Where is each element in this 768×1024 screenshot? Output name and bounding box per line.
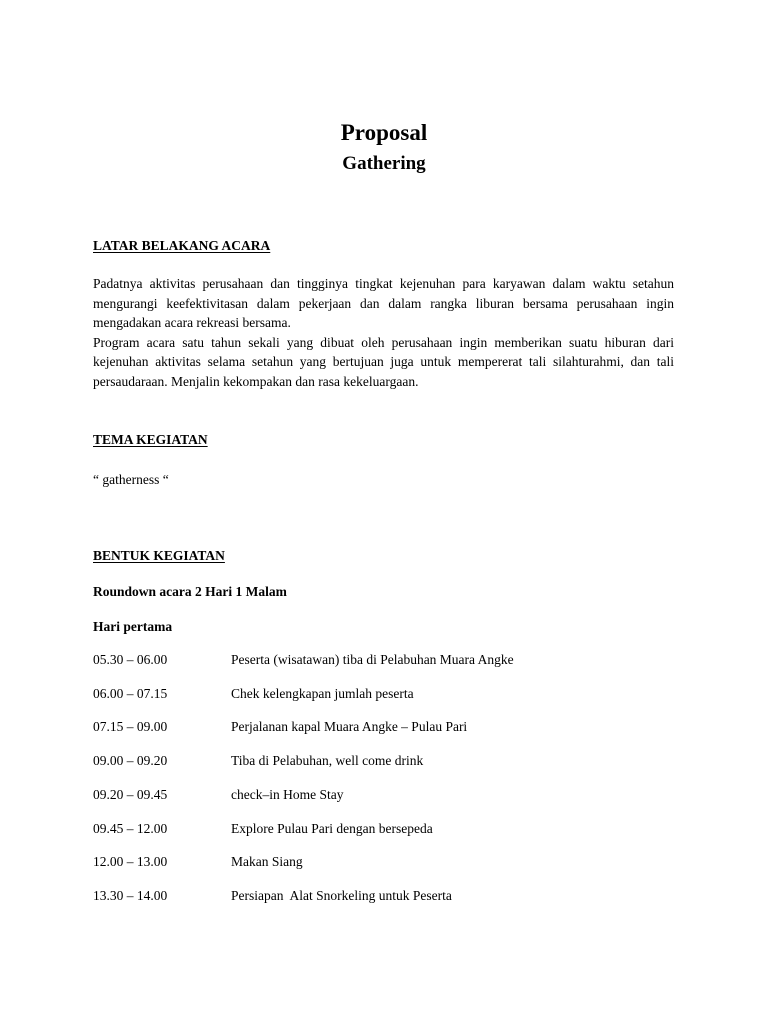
- rundown-title: Roundown acara 2 Hari 1 Malam: [93, 584, 287, 599]
- schedule-time: 13.30 – 14.00: [93, 888, 168, 903]
- day-label: Hari pertama: [93, 619, 173, 634]
- schedule-row: [93, 685, 693, 703]
- schedule-activity: Tiba di Pelabuhan, well come drink: [231, 753, 424, 768]
- background-paragraph-1: Padatnya aktivitas perusahaan dan tingginya tingkat kejenuhan para karyawan dalam waktu setahun mengurangi keefektivitasan dalam pekerjaan dan dalam rangka liburan bersama perusahaan ingin mengadakan acara rekreasi bersama.: [93, 276, 674, 330]
- schedule-activity: Explore Pulau Pari dengan bersepeda: [231, 821, 433, 836]
- schedule-activity: Chek kelengkapan jumlah peserta: [231, 686, 414, 701]
- schedule-activity: check–in Home Stay: [231, 787, 344, 802]
- schedule-activity: Perjalanan kapal Muara Angke – Pulau Pari: [231, 719, 468, 734]
- document-title: Proposal: [340, 120, 428, 145]
- schedule-activity: Peserta (wisatawan) tiba di Pelabuhan Muara Angke: [231, 652, 514, 667]
- schedule-time: 07.15 – 09.00: [93, 719, 168, 734]
- schedule-time: 05.30 – 06.00: [93, 652, 168, 667]
- schedule-activity: Makan Siang: [231, 854, 303, 869]
- schedule-time: 09.20 – 09.45: [93, 787, 168, 802]
- theme-text: “ gatherness “: [93, 472, 169, 487]
- background-paragraphs: [93, 274, 674, 391]
- schedule-row: [93, 820, 693, 838]
- schedule-row: [93, 786, 693, 804]
- schedule-row: [93, 887, 693, 905]
- schedule-time: 09.45 – 12.00: [93, 821, 168, 836]
- schedule-time: 09.00 – 09.20: [93, 753, 168, 768]
- heading-tema-kegiatan: TEMA KEGIATAN: [93, 432, 208, 447]
- schedule-time: 12.00 – 13.00: [93, 854, 168, 869]
- schedule-row: [93, 853, 693, 871]
- schedule-activity: Persiapan Alat Snorkeling untuk Peserta: [231, 888, 452, 903]
- heading-bentuk-kegiatan: BENTUK KEGIATAN: [93, 548, 225, 563]
- background-paragraph-2: Program acara satu tahun sekali yang dibuat oleh perusahaan ingin memberikan suatu hiburan dari kejenuhan aktivitas selama setahun yang bertujuan juga untuk mempererat tali silahturahmi, dan tali persaudaraan. Menjalin kekompakan dan rasa kekeluargaan.: [93, 334, 674, 389]
- schedule-row: [93, 718, 693, 736]
- schedule-row: [93, 752, 693, 770]
- schedule-row: [93, 651, 693, 669]
- heading-latar-belakang: LATAR BELAKANG ACARA: [93, 238, 271, 253]
- document-subtitle: Gathering: [342, 153, 426, 174]
- schedule-time: 06.00 – 07.15: [93, 686, 168, 701]
